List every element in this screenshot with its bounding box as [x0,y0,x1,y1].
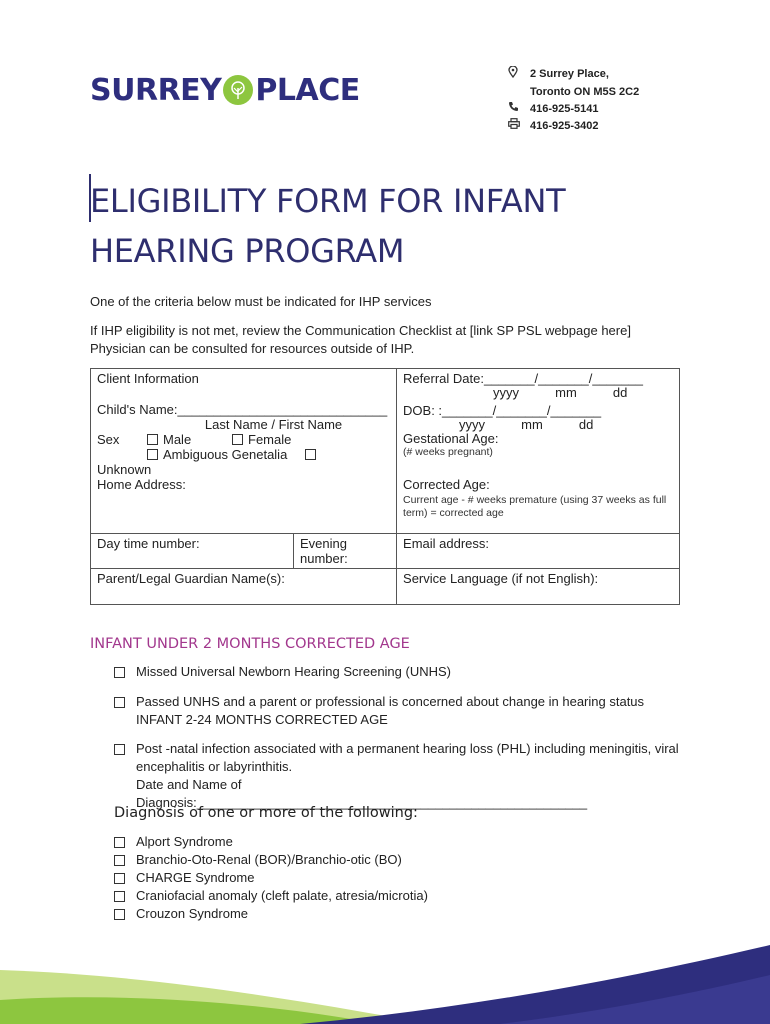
charge-checkbox[interactable] [114,873,125,884]
dob-field[interactable]: DOB: :_______/_______/_______ [403,403,602,418]
ambiguous-checkbox[interactable] [147,449,158,460]
craniofacial-checkbox[interactable] [114,891,125,902]
title-line1: ELIGIBILITY FORM FOR INFANT [90,182,566,220]
diagnosis-item-alport [114,833,428,851]
passed-unhs-label: Passed UNHS and a parent or professional is concerned about change in hearing status [136,694,645,709]
female-checkbox[interactable] [232,434,243,445]
criteria-item-post-natal [114,740,684,812]
gestational-age-field[interactable]: Gestational Age: [403,431,499,446]
bor-label: Branchio-Oto-Renal (BOR)/Branchio-otic (BO) [136,852,402,867]
service-language-cell[interactable] [397,569,680,605]
referral-cell [397,369,680,534]
day-number-label: Day time number: [97,536,200,551]
evening-number-cell[interactable] [294,534,397,569]
phone-icon [508,101,530,118]
email-label: Email address: [403,536,490,551]
bor-checkbox[interactable] [114,855,125,866]
passed-unhs-checkbox[interactable] [114,697,125,708]
address-line2: Toronto ON M5S 2C2 [530,86,640,98]
email-cell[interactable] [397,534,680,569]
infant-2-24-months-heading: INFANT 2-24 MONTHS CORRECTED AGE [136,712,388,727]
diagnosis-heading: Diagnosis of one or more of the following: [114,805,418,821]
location-pin-icon [508,66,530,84]
post-natal-label: Post -natal infection associated with a permanent hearing loss (PHL) including meningitis, viral encephalitis or labyrinthitis. [136,741,679,774]
evening-number-label: Evening number: [300,536,348,566]
guardian-label: Parent/Legal Guardian Name(s): [97,571,285,586]
criteria-text: One of the criteria below must be indicated for IHP services [90,294,432,309]
referral-date-field[interactable]: Referral Date:_______/_______/_______ [403,371,644,386]
charge-label: CHARGE Syndrome [136,870,255,885]
diagnosis-item-craniofacial [114,887,428,905]
client-info-table [90,368,680,605]
missed-unhs-label: Missed Universal Newborn Hearing Screening (UNHS) [136,664,452,679]
home-address-field[interactable]: Home Address: [97,477,186,492]
phone-number: 416-925-5141 [530,103,599,115]
unknown-label: Unknown [97,462,152,477]
diagnosis-item-crouzon [114,905,428,923]
service-language-label: Service Language (if not English): [403,571,599,586]
guardian-cell[interactable] [91,569,397,605]
craniofacial-label: Craniofacial anomaly (cleft palate, atresia/microtia) [136,888,428,903]
dob-subtext: yyyy mm dd [459,417,594,432]
checklist-text: If IHP eligibility is not met, review the Communication Checklist at [link SP PSL webpage here] [90,323,631,338]
fax-number: 416-925-3402 [530,120,599,132]
under-2-months-heading: INFANT UNDER 2 MONTHS CORRECTED AGE [90,636,410,652]
contact-block [508,66,639,135]
male-checkbox[interactable] [147,434,158,445]
logo-text-right: PLACE [255,72,360,108]
day-number-cell[interactable] [91,534,294,569]
footer-wave-decoration [0,930,770,1024]
fax-icon [508,118,530,135]
male-label: Male [163,432,192,447]
criteria-item-missed-unhs [114,663,694,681]
alport-checkbox[interactable] [114,837,125,848]
childs-name-field[interactable]: Child's Name:_____________________________ [97,402,388,417]
corrected-note: Current age - # weeks premature (using 37 weeks as full term) = corrected age [403,494,667,519]
corrected-age-field[interactable]: Corrected Age: [403,477,490,492]
diagnosis-item-charge [114,869,428,887]
missed-unhs-checkbox[interactable] [114,667,125,678]
surrey-place-logo [90,70,360,110]
physician-text: Physician can be consulted for resources outside of IHP. [90,341,415,356]
crouzon-label: Crouzon Syndrome [136,906,248,921]
post-natal-checkbox[interactable] [114,744,125,755]
criteria-item-passed-unhs [114,693,694,729]
address-line1: 2 Surrey Place, [530,68,609,80]
diagnosis-list [114,833,428,923]
diagnosis-item-bor [114,851,428,869]
tree-icon [223,75,253,105]
client-info-cell [91,369,397,534]
page-title [90,176,730,276]
sex-label: Sex [97,432,120,447]
name-subtext: Last Name / First Name [204,417,343,432]
logo-text-left: SURREY [90,72,222,108]
female-label: Female [248,432,292,447]
gestational-note: (# weeks pregnant) [403,446,493,458]
unknown-checkbox[interactable] [305,449,316,460]
referral-date-subtext: yyyy mm dd [493,385,628,400]
title-line2: HEARING PROGRAM [90,232,405,270]
client-info-label: Client Information [97,371,199,386]
ambiguous-label: Ambiguous Genetalia [163,447,288,462]
crouzon-checkbox[interactable] [114,909,125,920]
diagnosis-date-field[interactable]: Date and Name of Diagnosis:______________________________________________________ [136,777,588,810]
alport-label: Alport Syndrome [136,834,233,849]
